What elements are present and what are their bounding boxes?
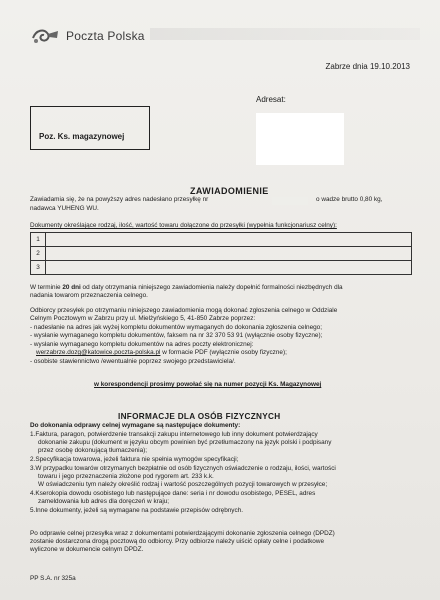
bullet-1: - nadesłanie na adres jak wyżej kompletu dokumentów wymaganych do dokonania zgłoszenia celnego; [30,324,323,331]
bullet-3-tail: w formacie PDF (wyłącznie osoby fizyczne); [162,349,287,356]
documents-label: Dokumenty określające rodzaj, ilość, wartość towaru dołączone do przesyłki (wypełnia funkcjonariusz celny): [30,222,337,229]
logo-text: Poczta Polska [66,29,145,43]
warehouse-position-label: Poz. Ks. magazynowej [39,132,125,141]
notice-line-1b: o wadze brutto 0,80 kg, [316,196,383,203]
post-horn-icon [30,26,62,46]
table-row [30,261,412,275]
item-1-line-2: dokonanie zakupu (dokument w języku obcym powinien być przetłumaczony na język polski i podpisany [38,439,332,446]
item-3-line-2: towaru i jego przeznaczenia złożone pod rygorem art. 233 k.k. [38,473,214,480]
row-number: 2 [31,247,46,260]
bullet-2: - wysłanie wymaganego kompletu dokumentów, faksem na nr 32 370 53 91 (wyłącznie osoby fizyczne); [30,332,323,339]
bullet-3-continuation [36,349,287,357]
closing-line-2: zostanie dostarczona drogą pocztową do odbiorcy. Przy odbiorze należy uiścić opłaty celne i podatkowe [30,538,325,545]
notice-title: ZAWIADOMIENIE [190,186,269,196]
info-section-title: INFORMACJE DLA OSÓB FIZYCZNYCH [118,412,281,421]
table-row [30,232,412,247]
header-faint-text [150,28,420,40]
email-link[interactable]: werzabrze.dozg@katowice.poczta-polska.pl [36,349,161,356]
table-row [30,247,412,261]
closing-line-3: wyliczone w dokumencie celnym DPDZ. [30,546,144,553]
item-1-line-1: 1.Faktura, paragon, potwierdzenie transakcji zakupu internetowego lub inny dokument potwierdzający [30,431,318,438]
form-code: PP S.A. nr 325a [30,575,76,582]
redacted-parcel-number [272,197,308,205]
item-4-line-1: 4.Kserokopia dowodu osobistego lub następujące dane: seria i nr dowodu osobistego, PESEL, adres [30,490,316,497]
poczta-polska-logo [30,26,145,46]
item-4-line-2: zameldowania lub adres dla doręczeń w kraju; [38,498,170,505]
item-3-line-1: 3.W przypadku towarów otrzymanych bezpłatnie od osób fizycznych oświadczenie o rodzaju, ilości, wartości [30,465,336,472]
deadline-line-1: W terminie 20 dni od daty otrzymania niniejszego zawiadomienia należy dopełnić formalności niezbędnych dla [30,284,343,291]
bullet-4: - osobiste stawiennictwo /ewentualnie poprzez swojego przedstawiciela/. [30,358,236,365]
info-lead: Do dokonania odprawy celnej wymagane są następujące dokumenty: [30,422,241,429]
addressee-label: Adresat: [256,95,286,104]
item-3-line-3: W oświadczeniu tym należy określić rodzaj i wartość poszczególnych pozycji towarowych w przesyłce; [38,481,328,488]
correspondence-note: w korespondencji prosimy powołać się na numer pozycji Ks. Magazynowej [94,381,322,388]
paragraph-2-line-2: Celnym Pocztowym w Zabrzu przy ul. Mielżyńskiego 5, 41-850 Zabrze poprzez: [30,315,256,322]
deadline-line-2: nadania towarom przeznaczenia celnego. [30,292,148,299]
redacted-address [256,113,344,165]
notice-line-2: nadawca YUHENG WU. [30,205,99,212]
bullet-3: - wysłanie wymaganego kompletu dokumentów na adres poczty elektronicznej: [30,341,254,348]
documents-table [30,232,412,275]
item-5: 5.Inne dokumenty, jeżeli są wymagane na podstawie przepisów odrębnych. [30,507,244,514]
item-2: 2.Specyfikacja towarowa, jeżeli faktura nie spełnia wymogów specyfikacji; [30,456,239,463]
notice-line-1a: Zawiadamia się, że na powyższy adres nadesłano przesyłkę nr [30,196,209,203]
closing-line-1: Po odprawie celnej przesyłka wraz z dokumentami potwierdzającymi dokonanie zgłoszenia celnego (DPDZ) [30,530,335,537]
row-number: 1 [31,233,46,246]
item-1-line-3: przez osobę dokonującą tłumaczenia); [38,447,148,454]
paragraph-2-line-1: Odbiorcy przesyłek po otrzymaniu niniejszego zawiadomienia mogą dokonać zgłoszenia celnego w Oddziale [30,307,338,314]
issue-date: Zabrze dnia 19.10.2013 [325,62,410,71]
warehouse-position-box [30,106,150,150]
row-number: 3 [31,261,46,274]
